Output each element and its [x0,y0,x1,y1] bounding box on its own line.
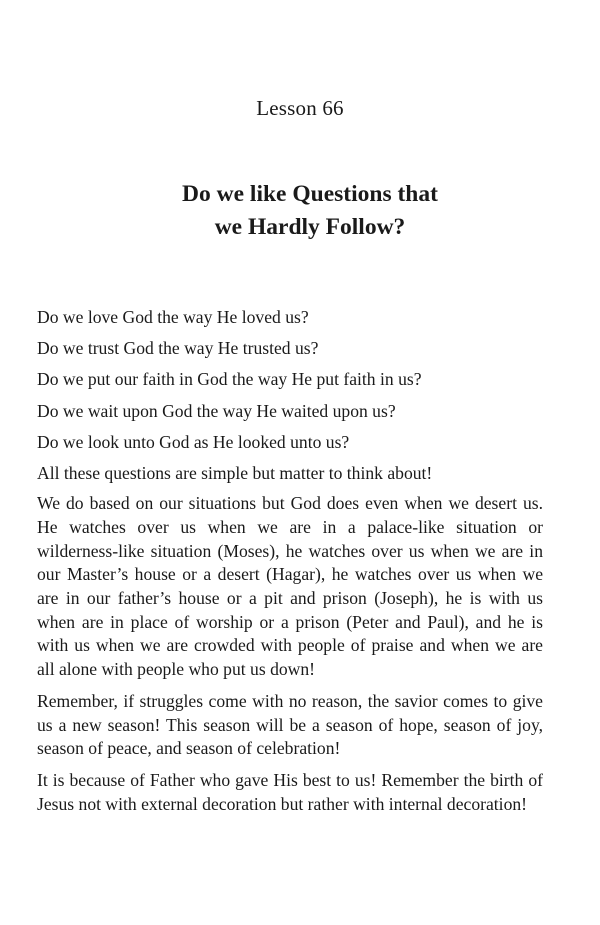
question-5: Do we look unto God as He looked unto us? [37,431,350,452]
paragraph-3: It is because of Father who gave His best to us! Remember the birth of Jesus not with external decoration but rather with internal decoration! [37,769,543,814]
question-1: Do we love God the way He loved us? [37,307,309,327]
question-3: Do we put our faith in God the way He put faith in us? [37,369,422,390]
paragraph-2: Remember, if struggles come with no reason, the savior comes to give us a new season! This season will be a season of hope, season of joy, season of peace, and season of celebration! [37,690,543,759]
page-title [0,178,600,244]
title-line-1: Do we like Questions that [182,181,438,207]
question-4: Do we wait upon God the way He waited upon us? [37,400,396,421]
title-line-2: we Hardly Follow? [214,214,406,240]
lesson-number: Lesson 66 [256,96,344,120]
question-2: Do we trust God the way He trusted us? [37,338,319,359]
paragraph-1: We do based on our situations but God does even when we desert us. He watches over us when we are in a palace-like situation or wilderness-like situation (Moses), he watches over us when we are in our Master’s house or a desert (Hagar), he watches over us when we are in our father’s house or a pit and prison (Joseph), he is with us when are in place of worship or a prison (Peter and Paul), and he is with us when we are crowded with people of praise and when we are all alone with people who put us down! [37,493,543,680]
body-text [37,305,543,824]
question-summary: All these questions are simple but matter to think about! [37,463,433,484]
